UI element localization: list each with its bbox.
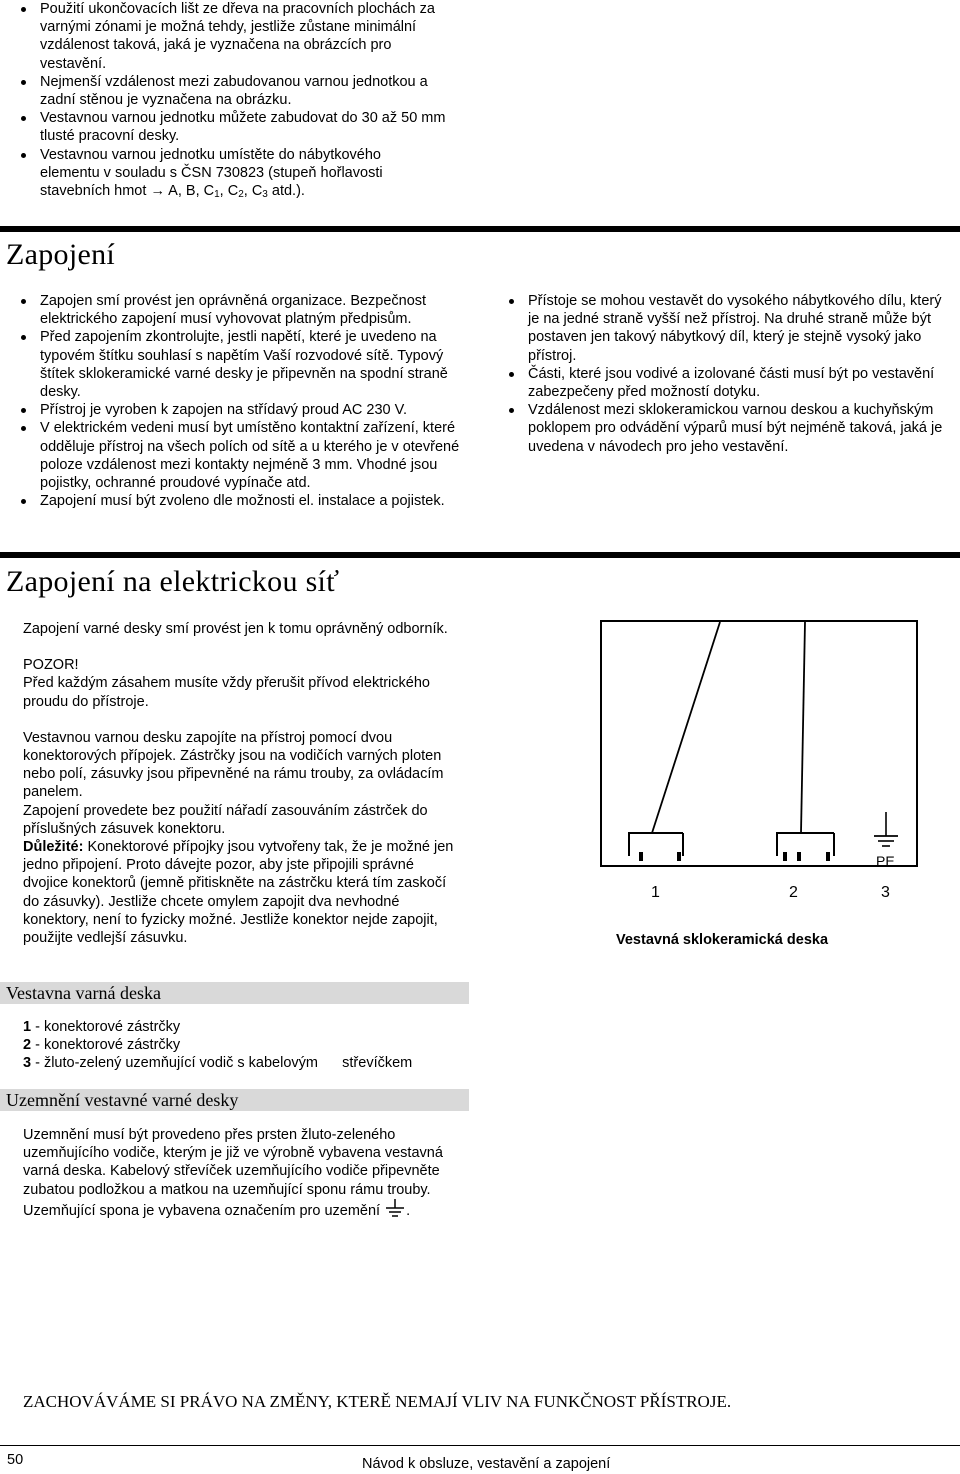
list-item: Nejmenší vzdálenost mezi zabudovanou varnou jednotkou a zadní stěnou je vyznačena na obrázku. [18,73,458,109]
list-item: V elektrickém vedeni musí byt umístěno kontaktní zařízení, které odděluje přístroj na všech polích od sítě a u kterého je v otevřené poloze vzdálenost mezi kontakty nejméně 3 mm. Vhodné jsou pojistky, ochranné proudové vypínače atd. [18,419,460,492]
paragraph [23,838,458,947]
section-rule [0,552,960,558]
item-number: 3 [23,1055,32,1072]
wire-1 [652,622,720,833]
item-text: - konektorové zástrčky [31,1019,181,1035]
list-item: Přístroj je vyroben k zapojen na střídavý proud AC 230 V. [18,401,460,419]
label-2: 2 [789,884,798,900]
diagram-caption: Vestavná sklokeramická deska [616,932,829,948]
list-item: Vzdálenost mezi sklokeramickou varnou deskou a kuchyňským poklopem pro odvádění výparů musí být nejméně taková, jaká je uvedena v návodech pro jeho vestavění. [506,401,946,456]
line: elementu v souladu s ČSN 730823 (stupeň hořlavosti [40,164,383,181]
section-rule [0,226,960,232]
list-item: Části, které jsou vodivé a izolované části musí být po vestavění zabezpečeny před možností dotyku. [506,365,946,401]
label-3: 3 [881,884,890,900]
class-text: A, B, C [168,183,215,200]
item-text: - konektorové zástrčky [31,1037,181,1054]
warning-title: POZOR! [23,657,79,674]
footer-rule [0,1445,960,1446]
section-bar [0,982,469,1004]
list-item: Použití ukončovacích lišt ze dřeva na pracovních plochách za varnými zónami je možná tehdy, jestliže zůstane minimální vzdálenost taková, jaká je vyznačena na obrázcích pro vestavění. [18,0,458,73]
section-title-uzemneni: Uzemnění vestavné varné desky [6,1090,239,1110]
list-item: Vestavnou varnou jednotku můžete zabudovat do 30 až 50 mm tlusté pracovní desky. [18,109,458,145]
paragraph: Zapojení varné desky smí provést jen k tomu oprávněný odborník. [23,621,448,637]
subscript: 2 [238,189,244,201]
grounding-text [23,1126,458,1220]
list-item [23,1054,463,1072]
zapojeni-left-list [18,292,460,510]
subscript: 3 [262,189,268,201]
section-bar [0,1089,469,1111]
line: stavebních hmot [40,183,147,200]
paragraph-text: Konektorové přípojky jsou vytvořeny tak, že je možné jen jedno připojení. Proto dávejte pozor, aby jste připojili správné dvojice konektorů (jemně přitiskněte na zástrčku která tím zaskočí do zásuvky). Jestliže chcete omylem zapojit dva nevhodné konektory, není to fyzicky možné. Jestliže konektor nejde zapojit, použijte vedlejší zásuvku. [23,839,454,947]
label-1: 1 [651,884,660,900]
connector-2 [776,833,834,861]
list-item: Zapojen smí provést jen oprávněná organizace. Bezpečnost elektrického zapojení musí vyhovovat platným předpisům. [18,292,460,328]
important-label: Důležité: [23,839,84,856]
item-number: 2 [23,1037,32,1054]
pe-label: PE [876,853,895,869]
connection-text [23,620,458,947]
class-text: , C [219,183,239,200]
zapojeni-right-list [506,292,946,456]
list-item [23,1018,463,1036]
rights-notice: ZACHOVÁVÁME SI PRÁVO NA ZMĚNY, KTERĚ NEMAJÍ VLIV NA FUNKČNOST PŘÍSTROJE. [23,1392,732,1411]
paragraph-text: Uzemnění musí být provedeno přes prsten žluto-zeleného uzemňujícího vodiče, kterým je již ve výrobně vybavena vestavná varná deska. Kabelový střevíček uzemňujícího vodiče připevněte zubatou podložkou a matkou na uzemňující sponu rámu trouby. Uzemňující spona je vybavena označením pro [23,1127,443,1219]
list-item: Před zapojením zkontrolujte, jestli napětí, které je uvedeno na typovém štítku souhlasí s napětím Vaší rozvodové sítě. Typový štítek sklokeramické varné desky je připevněn na spodní straně desky. [18,328,460,401]
footer-title: Návod k obsluze, vestavění a zapojení [362,1456,611,1472]
line: Vestavnou varnou jednotku umístěte do nábytkového [40,146,381,163]
arrow-icon: → [150,183,165,200]
paragraph [23,1126,458,1220]
hob-connection-diagram [600,600,920,900]
item-number: 1 [23,1019,32,1035]
paragraph-text: uzemění [324,1202,381,1219]
list-item [23,1036,463,1054]
list-item: Zapojení musí být zvoleno dle možnosti el. instalace a pojistek. [18,492,460,510]
paragraph: Vestavnou varnou desku zapojíte na přístroj pomocí dvou konektorových přípojek. Zástrčky jsou na vodičích varných ploten nebo polí, zásuvky jsou připevněné na rámu trouby, za ovládacím panelem. [23,729,444,801]
ground-symbol-icon [874,812,898,846]
paragraph-end: . [406,1202,411,1219]
parts-list [23,1018,463,1073]
wire-2 [801,622,805,833]
ground-icon [384,1199,406,1217]
section-title-zapojeni: Zapojení [6,238,116,271]
connector-1 [628,833,683,861]
top-bullet-list [18,0,458,204]
list-item [18,146,458,205]
paragraph: Zapojení provedete bez použití nářadí zasouváním zástrček do příslušných zásuvek konektoru. [23,802,428,837]
subscript: 1 [214,189,220,201]
hob-outline [601,621,917,866]
page-number: 50 [7,1452,24,1468]
class-text: , C [243,183,263,200]
item-text: - žluto-zelený uzemňující vodič s kabelovým střevíčkem [31,1055,413,1072]
list-item: Přístoje se mohou vestavět do vysokého nábytkového dílu, který je na jedné straně vyšší než přístroj. Na druhé straně může být postaven jen takový nábytkový díl, který je stejně vysoký jako přístroj. [506,292,946,365]
section-title-zapojeni-na-sit: Zapojení na elektrickou síť [6,565,340,598]
section-title-vestavna: Vestavna varná deska [6,983,161,1003]
class-text: atd.). [267,183,305,200]
paragraph: Před každým zásahem musíte vždy přerušit přívod elektrického proudu do přístroje. [23,675,430,710]
